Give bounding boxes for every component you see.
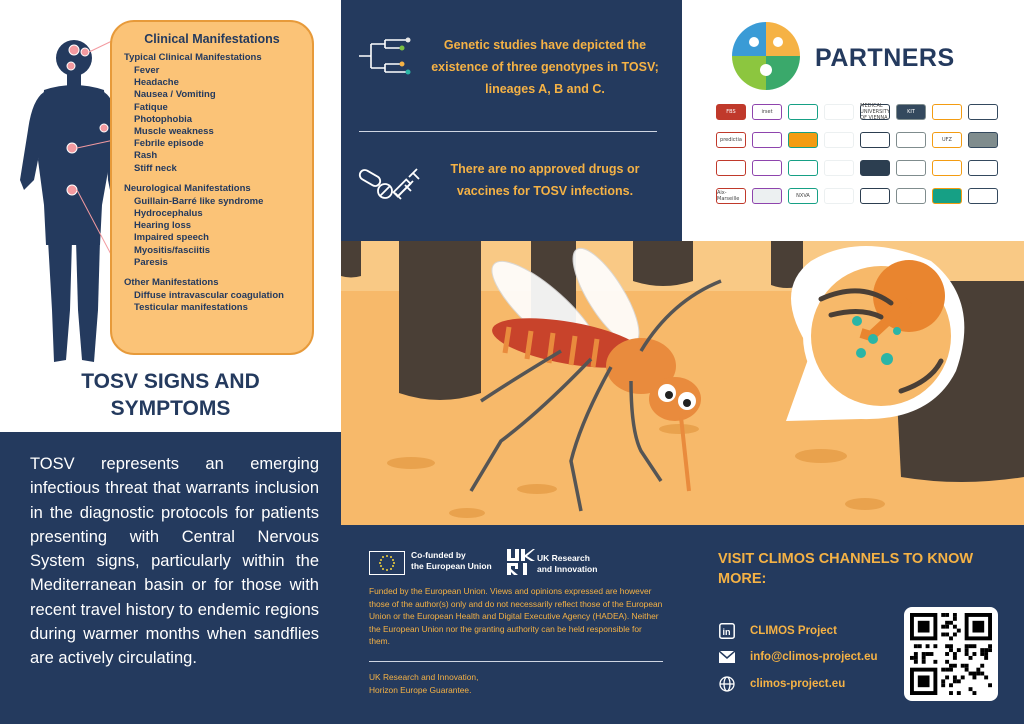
partner-logo	[716, 160, 746, 176]
scene-svg	[341, 241, 1024, 525]
neuro-heading: Neurological Manifestations	[124, 182, 251, 194]
partner-logo: FBS	[716, 104, 746, 120]
ukri-line2: and Innovation	[537, 564, 598, 574]
email-label: info@climos-project.eu	[750, 651, 878, 663]
clinical-manifestations-box	[110, 20, 314, 355]
partner-logo	[896, 132, 926, 148]
partners-title: PARTNERS	[815, 44, 955, 72]
neuro-list	[134, 196, 300, 269]
list-item: Fever	[134, 65, 160, 76]
partner-logo	[932, 188, 962, 204]
funding-panel	[341, 525, 682, 724]
intro-panel	[0, 432, 341, 724]
list-item: Febrile episode	[134, 138, 204, 150]
other-heading: Other Manifestations	[124, 277, 219, 289]
list-item: Rash	[134, 150, 158, 162]
partner-logo	[860, 132, 890, 148]
signs-title	[0, 368, 341, 422]
partner-logo	[824, 132, 854, 148]
partner-logo	[860, 188, 890, 204]
partner-logo	[752, 160, 782, 176]
partner-logo: Aix-Marseille	[716, 188, 746, 204]
guarantee-line2: Horizon Europe Guarantee.	[369, 684, 472, 695]
ukri-line1: UK Research	[537, 553, 590, 563]
divider	[369, 661, 663, 662]
eu-line2: the European Union	[411, 561, 492, 571]
partner-logo	[968, 188, 998, 204]
signs-title-line2: SYMPTOMS	[110, 397, 231, 420]
partners-panel	[682, 0, 1024, 241]
pills-syringe-icon	[357, 165, 421, 201]
list-item: Fatique	[134, 101, 168, 113]
divider	[359, 131, 657, 132]
typical-list	[134, 65, 300, 175]
partner-logo: UFZ	[932, 132, 962, 148]
partner-logo	[824, 160, 854, 176]
website-label: climos-project.eu	[750, 678, 846, 690]
website-link[interactable]	[718, 674, 845, 694]
linkedin-label: CLIMOS Project	[750, 625, 837, 637]
list-item: Nausea / Vomiting	[134, 89, 216, 101]
partner-logo	[968, 160, 998, 176]
clinical-title: Clinical Manifestations	[144, 32, 280, 46]
list-item: Impaired speech	[134, 232, 209, 244]
list-item: Hydrocephalus	[134, 208, 203, 220]
eu-cofund-text	[411, 550, 492, 572]
svg-text:in: in	[722, 627, 731, 637]
partner-logo: irset	[752, 104, 782, 120]
genetic-fact: Genetic studies have depicted the existence of three genotypes in TOSV; lineages A, B and C.	[431, 38, 659, 96]
email-link[interactable]	[718, 647, 878, 667]
other-list	[134, 290, 300, 314]
partner-logo: NXVA	[788, 188, 818, 204]
partner-logo: MEDICAL UNIVERSITY OF VIENNA	[860, 103, 890, 121]
list-item: Guillain-Barré like syndrome	[134, 195, 264, 207]
partner-logo	[932, 160, 962, 176]
sandfly-illustration	[341, 241, 1024, 525]
list-item: Hearing loss	[134, 220, 192, 232]
list-item: Muscle weakness	[134, 126, 214, 138]
partner-logo	[860, 160, 890, 176]
partner-logo	[896, 160, 926, 176]
partner-logo	[968, 132, 998, 148]
visit-title: VISIT CLIMOS CHANNELS TO KNOW MORE:	[718, 551, 974, 587]
partner-logo	[788, 132, 818, 148]
human-body-illustration	[14, 30, 124, 375]
ukri-logo	[507, 549, 535, 575]
partner-logo	[752, 132, 782, 148]
partner-logo	[788, 104, 818, 120]
partner-logo	[752, 188, 782, 204]
ukri-text	[537, 553, 597, 575]
eu-line1: Co-funded by	[411, 550, 466, 560]
globe-icon	[718, 675, 736, 693]
partner-logo: predictia	[716, 132, 746, 148]
drugs-fact: There are no approved drugs or vaccines for TOSV infections.	[450, 162, 640, 198]
phylogenetic-tree-icon	[357, 36, 413, 76]
list-item: Paresis	[134, 256, 168, 268]
eu-flag-icon	[369, 551, 405, 575]
partner-logo	[896, 188, 926, 204]
list-item: Stiff neck	[134, 162, 177, 174]
signs-panel	[0, 0, 341, 432]
partner-logo	[932, 104, 962, 120]
signs-title-line1: TOSV SIGNS AND	[81, 370, 260, 393]
partner-logo	[824, 188, 854, 204]
partner-logo: KIT	[896, 104, 926, 120]
list-item: Myositis/fasciitis	[134, 244, 211, 256]
list-item: Headache	[134, 77, 179, 89]
partner-logo	[824, 104, 854, 120]
climos-logo	[732, 22, 800, 90]
linkedin-icon	[718, 622, 736, 640]
intro-text: TOSV represents an emerging infectious threat that warrants inclusion in the diagnostic protocols for patients presenting with Central Nervous System signs, particularly within the Mediterranean basin or for those with recent travel history to endemic regions during warmer months when sandflies are actively circulating.	[30, 455, 319, 668]
linkedin-link[interactable]	[718, 621, 837, 641]
uk-guarantee	[369, 671, 478, 696]
contact-panel	[682, 525, 1024, 724]
list-item: Testicular manifestations	[134, 302, 248, 314]
mail-icon	[718, 648, 736, 666]
facts-panel	[341, 0, 682, 241]
list-item: Diffuse intravascular coagulation	[134, 290, 284, 302]
partner-logo	[968, 104, 998, 120]
partner-logo	[788, 160, 818, 176]
typical-heading: Typical Clinical Manifestations	[124, 52, 262, 63]
partner-logos	[716, 104, 1006, 214]
guarantee-line1: UK Research and Innovation,	[369, 672, 479, 682]
list-item: Photophobia	[134, 113, 193, 125]
qr-code[interactable]	[904, 607, 998, 701]
eu-disclaimer: Funded by the European Union. Views and opinions expressed are however those of the author(s) only and do not necessarily reflect those of the European Union or the European Health and Digital Executive Agency (HADEA). Neither the European Union nor the granting authority can be held responsible for them.	[369, 586, 663, 647]
